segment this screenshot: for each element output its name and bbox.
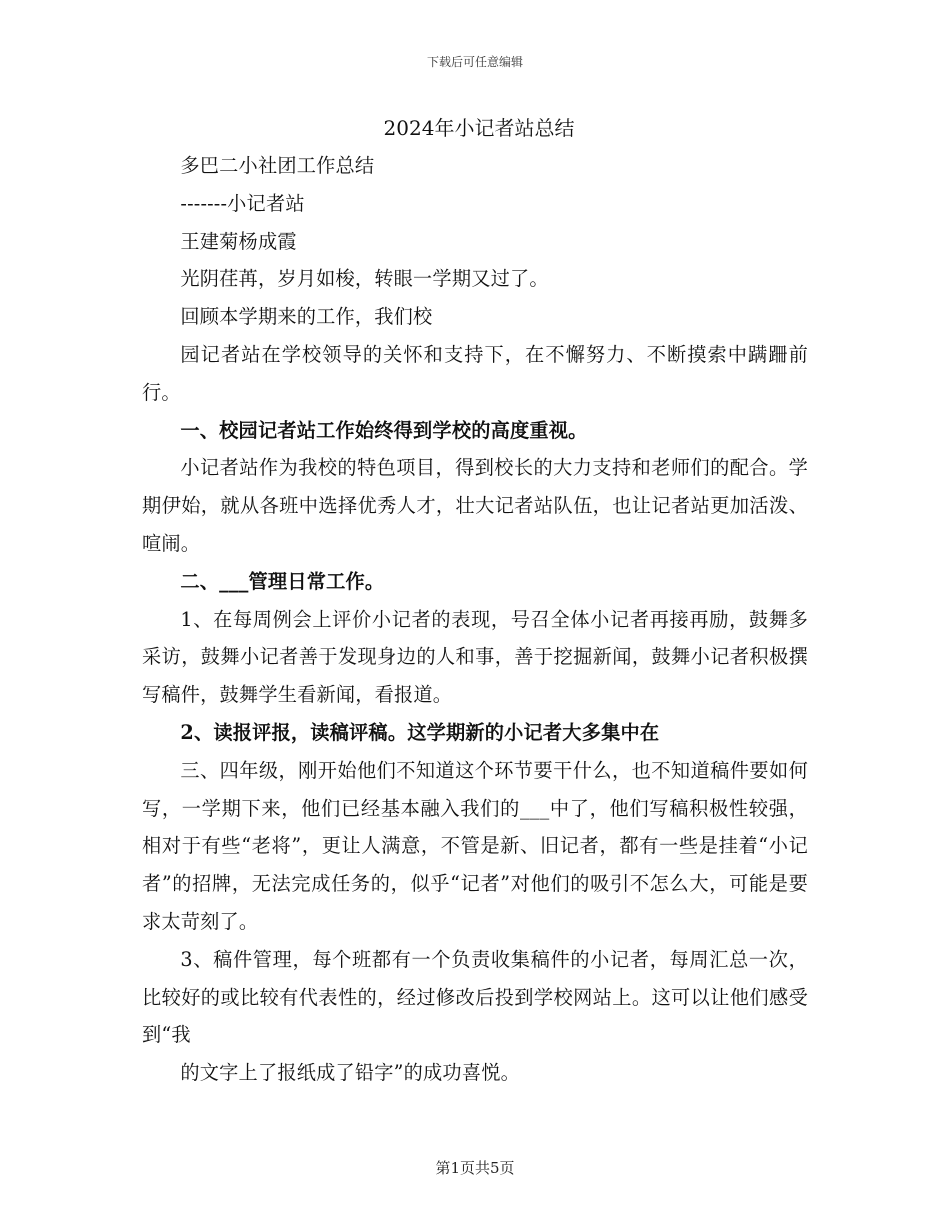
paragraph-grade-three-four: 三、四年级，刚开始他们不知道这个环节要干什么，也不知道稿件要如何写，一学期下来，他们已经基本融入我们的___中了，他们写稿积极性较强，相对于有些“老将”，更让人满意，不管是新、旧记者，都有一些是挂着“小记者”的招牌，无法完成任务的，似乎“记者”对他们的吸引不怎么大，可能是要求太苛刻了。 [142,758,808,933]
paragraph-authors: 王建菊杨成霞 [180,229,297,253]
document-title: 2024年小记者站总结 [383,116,575,140]
paragraph-club-summary: 多巴二小社团工作总结 [180,154,375,177]
paragraph-success-joy: 的文字上了报纸成了铅字”的成功喜悦。 [180,1061,520,1085]
header-note: 下载后可任意编辑 [426,55,523,69]
section-heading-2: 二、___管理日常工作。 [180,569,385,593]
paragraph-manuscript-management: 3、稿件管理，每个班都有一个负责收集稿件的小记者，每周汇总一次，比较好的或比较有代表性的，经过修改后投到学校网站上。这可以让他们感受到“我 [142,947,808,1047]
document-body [142,110,808,1092]
page-number: 第1页共5页 [435,1159,515,1177]
paragraph-special-project: 小记者站作为我校的特色项目，得到校长的大力支持和老师们的配合。学期伊始，就从各班中选择优秀人才，壮大记者站队伍，也让记者站更加活泼、喧闹。 [142,456,808,555]
paragraph-time-passes: 光阴荏苒，岁月如梭，转眼一学期又过了。 [180,267,549,291]
paragraph-review-intro: 回顾本学期来的工作，我们校 [180,305,433,329]
paragraph-reading-review: 2、读报评报，读稿评稿。这学期新的小记者大多集中在 [180,720,660,744]
paragraph-station-subtitle: -------小记者站 [180,191,305,215]
paragraph-weekly-meeting: 1、在每周例会上评价小记者的表现，号召全体小记者再接再励，鼓舞多采访，鼓舞小记者善于发现身边的人和事，善于挖掘新闻，鼓舞小记者积极撰写稿件，鼓舞学生看新闻，看报道。 [142,607,808,707]
section-heading-1: 一、校园记者站工作始终得到学校的高度重视。 [180,418,588,442]
paragraph-station-progress: 园记者站在学校领导的关怀和支持下，在不懈努力、不断摸索中蹒跚前行。 [142,342,808,404]
